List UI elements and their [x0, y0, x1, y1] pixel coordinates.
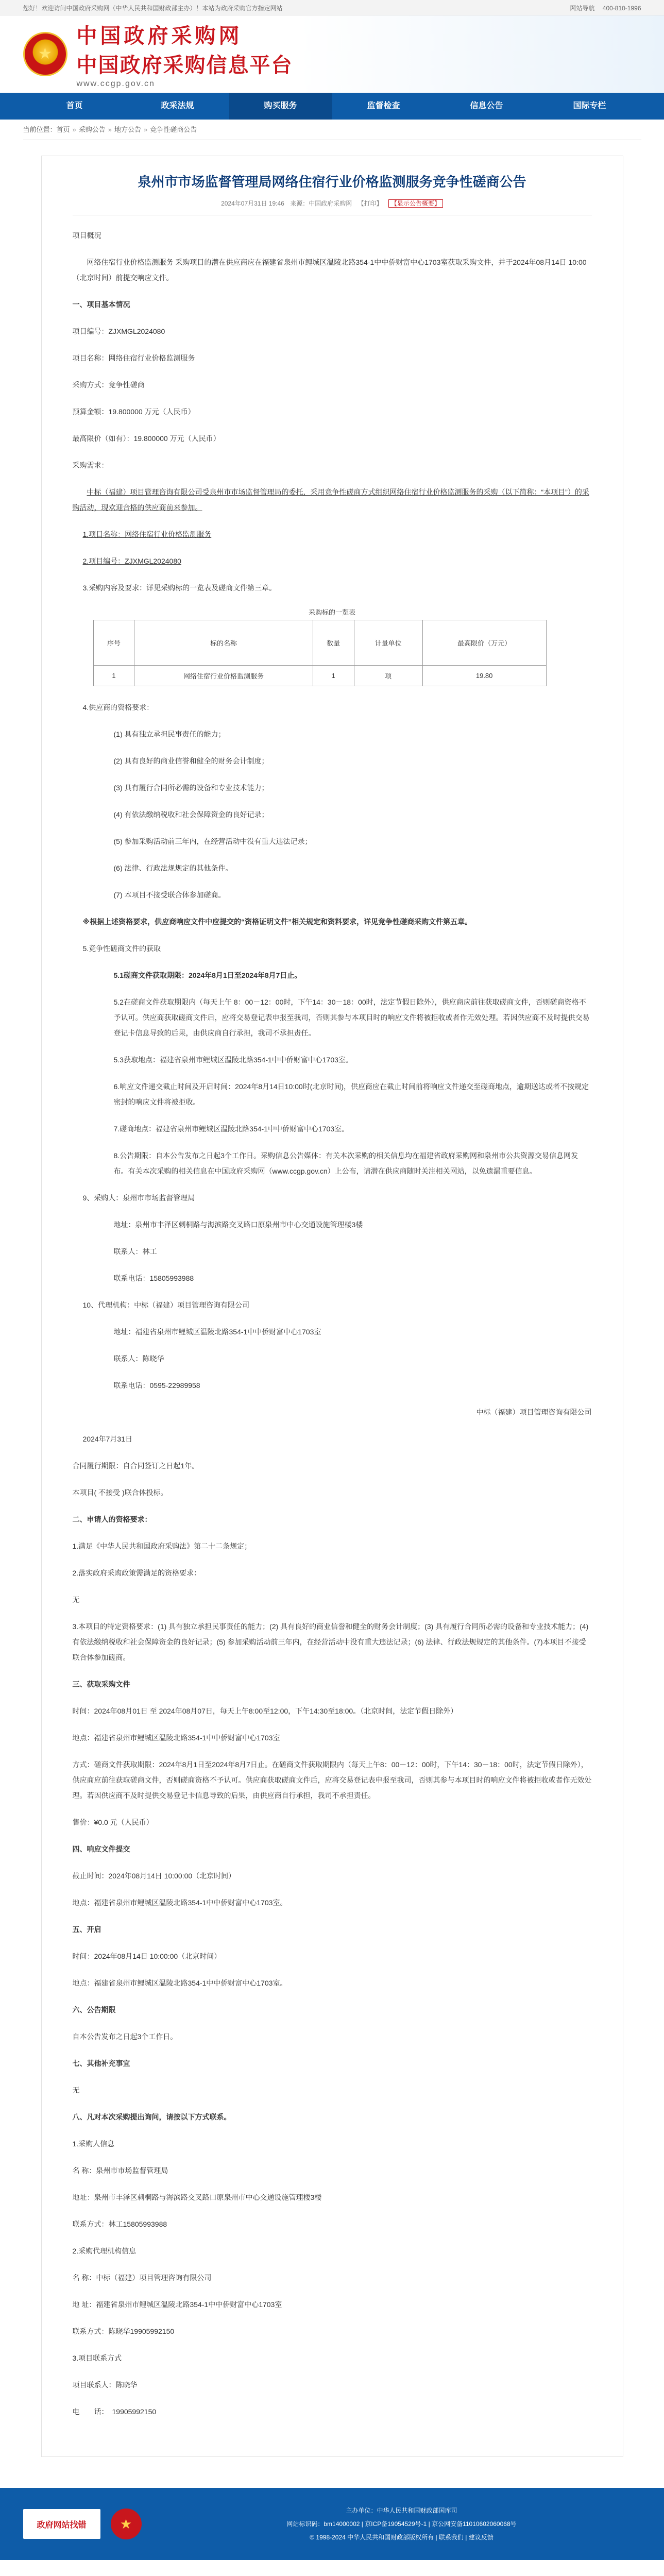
paragraph: (2) 具有良好的商业信誉和健全的财务会计制度； [113, 757, 269, 765]
paragraph: 采购方式：竞争性磋商 [72, 381, 145, 389]
paragraph: 中标（福建）项目管理咨询有限公司受泉州市市场监督管理局的委托，采用竞争性磋商方式组织网络住宿行业价格监测服务的采购（以下简称：“本项目”）的采购活动，现欢迎合格的供应商前来参加。 [72, 488, 589, 512]
table-cell: 19.80 [422, 666, 546, 686]
summary-toggle[interactable]: 【显示公告概要】 [388, 199, 443, 208]
paragraph: 地点：福建省泉州市鲤城区温陵北路354-1中中侨财富中心1703室 [72, 1734, 280, 1742]
paragraph: 联系方式：林工15805993988 [72, 2220, 167, 2228]
breadcrumb-current[interactable]: 竞争性磋商公告 [150, 126, 197, 133]
paragraph: 项目编号：ZJXMGL2024080 [72, 327, 165, 335]
paragraph: 无 [72, 1596, 80, 1604]
paragraph: 8.公告期限：自本公告发布之日起3个工作日。采购信息公告媒体：有关本次采购的相关信息均在福建省政府采购网和泉州市公共资源交易信息网发布。有关本次采购的相关信息在中国政府采购网（www.ccgp.gov.cn）上公布，请潜在供应商随时关注相关网站，以免遗漏重要信息。 [113, 1151, 578, 1175]
breadcrumb-home[interactable]: 首页 [56, 126, 70, 133]
table-cell: 1 [93, 666, 134, 686]
section-heading: 四、响应文件提交 [72, 1845, 130, 1853]
table-header-row [93, 620, 546, 666]
paragraph: 4.供应商的资格要求： [82, 703, 154, 711]
paragraph: 联系电话：0595-22989958 [113, 1381, 200, 1389]
site-footer [0, 2488, 664, 2560]
table-header-cell: 标的名称 [134, 620, 313, 666]
paragraph: 地址：泉州市丰泽区刺桐路与海滨路交叉路口原泉州市中心交通设施管理楼3楼 [72, 2193, 322, 2201]
section-heading: 一、项目基本情况 [72, 300, 130, 309]
nav-item-services[interactable]: 购买服务 [229, 93, 332, 120]
paragraph: 无 [72, 2086, 80, 2094]
site-title: 中国政府采购网 [76, 24, 243, 48]
nav-item-international[interactable]: 国际专栏 [573, 101, 606, 110]
section-heading: 五、开启 [72, 1925, 101, 1934]
paragraph: 10、代理机构：中标（福建）项目管理咨询有限公司 [82, 1301, 250, 1309]
footer-text [162, 2504, 641, 2544]
paragraph: 地点：福建省泉州市鲤城区温陵北路354-1中中侨财富中心1703室。 [72, 1979, 287, 1987]
paragraph: 本项目( 不接受 )联合体投标。 [72, 1488, 168, 1497]
paragraph: 3.本项目的特定资格要求：(1) 具有独立承担民事责任的能力；(2) 具有良好的商业信誉和健全的财务会计制度；(3) 具有履行合同所必需的设备和专业技术能力；(4) 有依法缴纳税收和社会保障资金的良好记录；(5) 参加采购活动前三年内，在经营活动中没有重大违法记录；(6) 法律、行政法规规定的其他条件。(7)本项目不接受联合体参加磋商。 [72, 1622, 589, 1662]
paragraph: 1.项目名称：网络住宿行业价格监测服务 [82, 530, 212, 538]
paragraph: 1.满足《中华人民共和国政府采购法》第二十二条规定； [72, 1542, 252, 1550]
table-cell: 项 [354, 666, 422, 686]
paragraph: 项目联系人：陈晓华 [72, 2381, 138, 2389]
paragraph: ※根据上述资格要求，供应商响应文件中应提交的“资格证明文件”相关规定和资料要求，详见竞争性磋商采购文件第五章。 [82, 918, 472, 926]
paragraph: 售价：¥0.0 元（人民币） [72, 1818, 154, 1826]
paragraph: 最高限价（如有）：19.800000 万元（人民币） [72, 434, 220, 443]
paragraph: 自本公告发布之日起3个工作日。 [72, 2032, 178, 2041]
site-nav-link[interactable]: 网站导航 [570, 4, 595, 12]
welcome-text: 您好！欢迎访问中国政府采购网（中华人民共和国财政部主办）！本站为政府采购官方指定网站 [23, 4, 283, 12]
site-url: www.ccgp.gov.cn [76, 79, 155, 88]
hotline-text: 400-810-1996 [602, 4, 641, 12]
site-logo[interactable] [77, 20, 293, 89]
paragraph: 时间：2024年08月14日 10:00:00（北京时间） [72, 1952, 222, 1960]
paragraph: 名 称：中标（福建）项目管理咨询有限公司 [72, 2274, 212, 2282]
breadcrumb-announcements[interactable]: 采购公告 [78, 126, 106, 133]
table-cell: 1 [313, 666, 354, 686]
paragraph: 5.1磋商文件获取期限：2024年8月1日至2024年8月7日止。 [113, 971, 302, 979]
section-heading: 二、申请人的资格要求： [72, 1515, 152, 1523]
paragraph: 联系人：林工 [113, 1247, 157, 1256]
nav-item-supervision[interactable]: 监督检查 [367, 101, 400, 110]
table-header-cell: 计量单位 [354, 620, 422, 666]
paragraph: 项目名称：网络住宿行业价格监测服务 [72, 354, 195, 362]
nav-item-regulations[interactable]: 政采法规 [161, 101, 194, 110]
footer-line: 主办单位：中华人民共和国财政部国库司 [346, 2507, 457, 2514]
paragraph: 项目概况 [72, 231, 101, 240]
paragraph: 1.采购人信息 [72, 2140, 115, 2148]
site-subtitle: 中国政府采购信息平台 [76, 53, 293, 77]
gov-error-report-logo[interactable]: 政府网站找错 [23, 2509, 100, 2539]
national-emblem-icon [23, 32, 67, 76]
nav-item-home[interactable]: 首页 [66, 101, 83, 110]
paragraph: 9、采购人：泉州市市场监督管理局 [82, 1194, 195, 1202]
paragraph: 2.落实政府采购政策需满足的资格要求： [72, 1569, 201, 1577]
signature-date: 2024年7月31日 [82, 1435, 133, 1443]
paragraph: 联系人：陈晓华 [113, 1354, 164, 1363]
table-cell: 网络住宿行业价格监测服务 [134, 666, 313, 686]
paragraph: 名 称：泉州市市场监督管理局 [72, 2166, 168, 2175]
paragraph: 联系方式：陈晓华19905992150 [72, 2327, 175, 2335]
publish-date: 2024年07月31日 19:46 [221, 200, 284, 207]
print-link[interactable]: 【打印】 [357, 200, 383, 207]
paragraph: 地 址：福建省泉州市鲤城区温陵北路354-1中中侨财富中心1703室 [72, 2300, 282, 2309]
table-header-cell: 最高限价（万元） [422, 620, 546, 666]
table-header-cell: 数量 [313, 620, 354, 666]
section-heading: 六、公告期限 [72, 2006, 116, 2014]
article-meta [73, 199, 592, 215]
paragraph: 3.采购内容及要求：详见采购标的一览表及磋商文件第三章。 [82, 584, 277, 592]
paragraph: (5) 参加采购活动前三年内，在经营活动中没有重大违法记录； [113, 837, 312, 845]
nav-item-announcements[interactable]: 信息公告 [470, 101, 503, 110]
paragraph: 地点：福建省泉州市鲤城区温陵北路354-1中中侨财富中心1703室。 [72, 1899, 287, 1907]
paragraph: 3.项目联系方式 [72, 2354, 122, 2362]
paragraph: 采购需求： [72, 461, 109, 469]
paragraph: (4) 有依法缴纳税收和社会保障资金的良好记录； [113, 810, 269, 819]
procurement-table [93, 620, 547, 686]
paragraph: 时间：2024年08月01日 至 2024年08月07日，每天上午8:00至12:00，下午14:30至18:00。（北京时间，法定节假日除外） [72, 1707, 458, 1715]
table-row [93, 666, 546, 686]
table-header-cell: 序号 [93, 620, 134, 666]
paragraph: 预算金额：19.800000 万元（人民币） [72, 408, 195, 416]
footer-line: © 1998-2024 中华人民共和国财政部版权所有 | 联系我们 | 建议反馈 [310, 2534, 493, 2541]
breadcrumb: 当前位置：首页 » 采购公告 » 地方公告 » 竞争性磋商公告 [23, 120, 641, 140]
paragraph: 合同履行期限：自合同签订之日起1年。 [72, 1462, 199, 1470]
paragraph: 5.3获取地点：福建省泉州市鲤城区温陵北路354-1中中侨财富中心1703室。 [113, 1056, 353, 1064]
party-emblem-icon[interactable]: ★ [111, 2509, 142, 2539]
top-bar [0, 0, 664, 15]
table-caption: 采购标的一览表 [308, 608, 355, 616]
footer-line: 网站标识码：bm14000002 | 京ICP备19054529号-1 | 京公网安备11010602060068号 [286, 2520, 517, 2528]
page-title: 泉州市市场监督管理局网络住宿行业价格监测服务竞争性磋商公告 [138, 174, 526, 190]
article [41, 156, 623, 2457]
signature-org: 中标（福建）项目管理咨询有限公司 [476, 1408, 592, 1416]
paragraph: 地址：福建省泉州市鲤城区温陵北路354-1中中侨财富中心1703室 [113, 1328, 321, 1336]
site-header [0, 15, 664, 93]
section-heading: 三、获取采购文件 [72, 1680, 130, 1688]
breadcrumb-local[interactable]: 地方公告 [114, 126, 142, 133]
top-links [564, 4, 641, 12]
paragraph: 2.采购代理机构信息 [72, 2247, 137, 2255]
paragraph: 5.2在磋商文件获取期限内（每天上午 8：00－12：00时，下午14：30－18：00时，法定节假日除外），供应商应前往获取磋商文件，否则磋商资格不予认可。供应商获取磋商文件后，应将交易登记表申报至我司，否则其参与本项目时的响应文件将被拒收或者作无效处理。若因供应商不及时提供交易登记卡信息导致的后果，由供应商自行承担，我司不承担责任。 [113, 998, 590, 1037]
article-content [73, 228, 592, 2419]
breadcrumb-label: 当前位置： [23, 126, 57, 133]
paragraph: 5.竞争性磋商文件的获取 [82, 944, 161, 953]
paragraph: (1) 具有独立承担民事责任的能力； [113, 730, 226, 738]
paragraph: (7) 本项目不接受联合体参加磋商。 [113, 891, 226, 899]
paragraph: 网络住宿行业价格监测服务 采购项目的潜在供应商应在福建省泉州市鲤城区温陵北路354-1中中侨财富中心1703室获取采购文件，并于2024年08月14日 10:00（北京时间）前提交响应文件。 [72, 258, 587, 282]
paragraph: 电 话： 19905992150 [72, 2408, 157, 2416]
paragraph: 截止时间：2024年08月14日 10:00:00（北京时间） [72, 1872, 236, 1880]
paragraph: 方式：磋商文件获取期限：2024年8月1日至2024年8月7日止。在磋商文件获取期限内（每天上午8：00－12：00时，下午14：30－18：00时，法定节假日除外），供应商应前往获取磋商文件，否则磋商资格不予认可。供应商获取磋商文件后，应将交易登记表申报至我司，否则其参与本项目时的响应文件将被拒收或者作无效处理。若因供应商不及时提供交易登记卡信息导致的后果，由供应商自行承担，我司不承担责任。 [72, 1760, 592, 1800]
paragraph: (3) 具有履行合同所必需的设备和专业技术能力； [113, 784, 269, 792]
paragraph: (6) 法律、行政法规规定的其他条件。 [113, 864, 233, 872]
section-heading: 八、凡对本次采购提出询问，请按以下方式联系。 [72, 2113, 231, 2121]
paragraph: 6.响应文件递交截止时间及开启时间：2024年8月14日10:00时(北京时间)，供应商应在截止时间前将响应文件递交至磋商地点，逾期送达或者不按规定密封的响应文件将被拒收。 [113, 1082, 589, 1106]
paragraph: 联系电话：15805993988 [113, 1274, 194, 1282]
paragraph: 2.项目编号：ZJXMGL2024080 [82, 557, 181, 565]
section-heading: 七、其他补充事宜 [72, 2059, 130, 2067]
main-nav [0, 93, 664, 120]
article-source: 来源：中国政府采购网 [290, 200, 352, 207]
paragraph: 7.磋商地点：福建省泉州市鲤城区温陵北路354-1中中侨财富中心1703室。 [113, 1125, 349, 1133]
paragraph: 地址：泉州市丰泽区刺桐路与海滨路交叉路口原泉州市中心交通设施管理楼3楼 [113, 1221, 363, 1229]
